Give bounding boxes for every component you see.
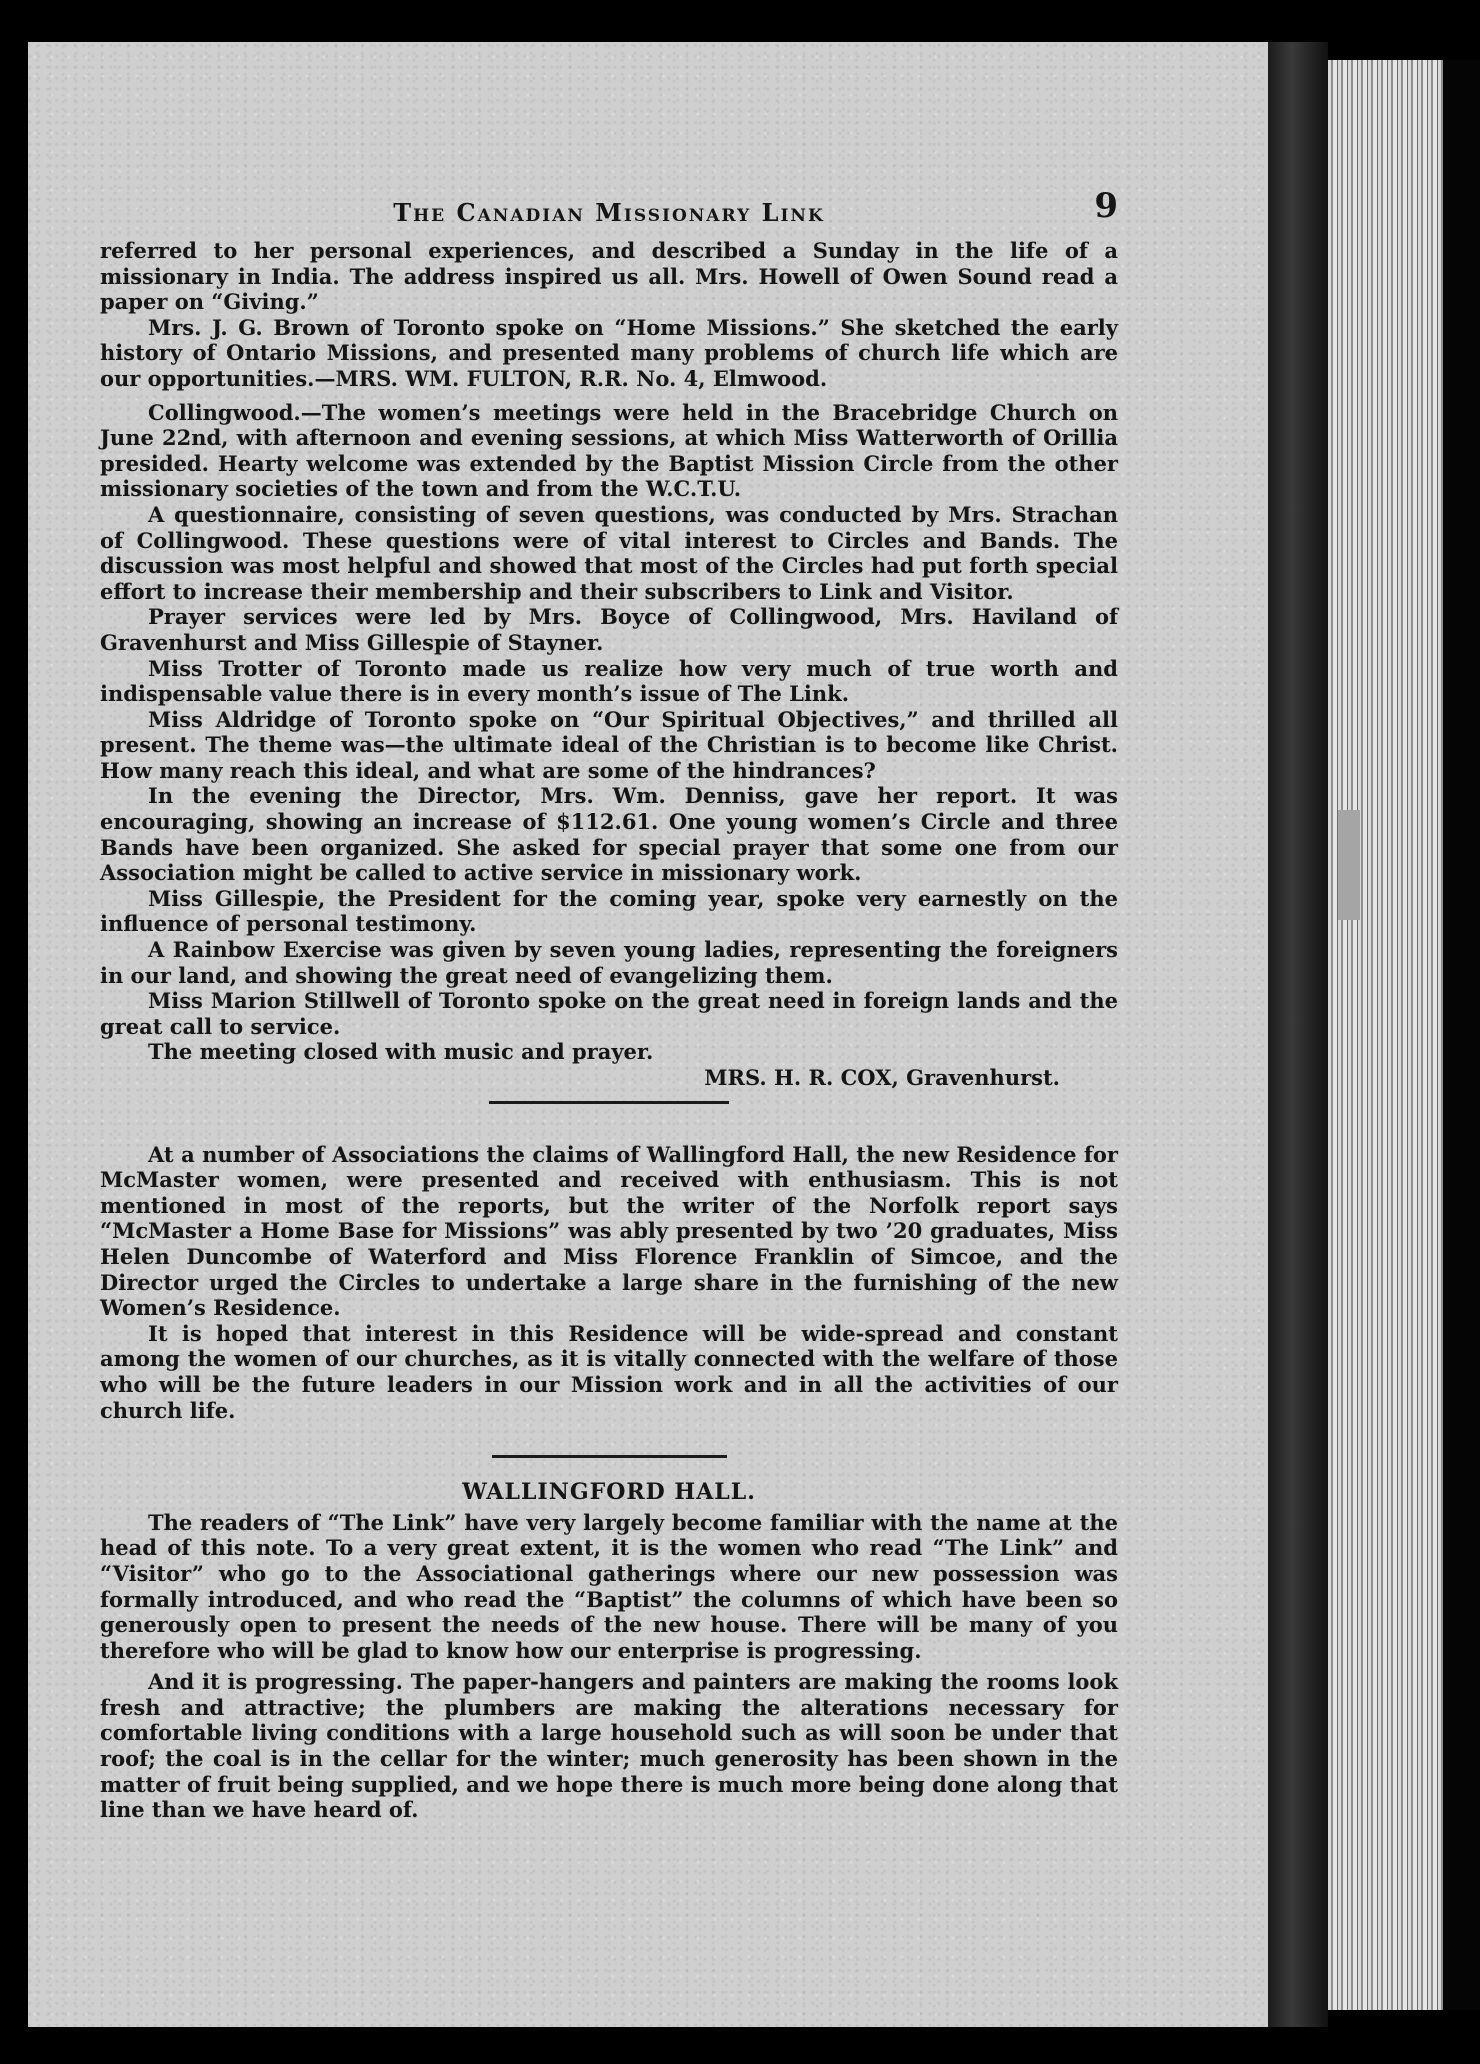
paragraph: referred to her personal experiences, and described a Sunday in the life of a missionary in India. The address inspired us all. Mrs. Howell of Owen Sound read a paper on “Giving.” xyxy=(100,238,1118,315)
running-title: The Canadian Missionary Link xyxy=(393,198,825,227)
section-divider xyxy=(489,1101,729,1104)
paragraph: The readers of “The Link” have very largely become familiar with the name at the head of this note. To a very great extent, it is the women who read “The Link” and “Visitor” who go to the Associational gatherings where our new possession was formally introduced, and who read the “Baptist” the columns of which have been so generously open to present the needs of the new house. There will be many of you therefore who will be glad to know how our enterprise is progressing. xyxy=(100,1509,1118,1663)
run-in-heading: Collingwood. xyxy=(148,399,301,425)
page-edges xyxy=(1328,60,1443,2010)
paragraph: Miss Trotter of Toronto made us realize how very much of true worth and indispensable value there is in every month’s issue of The Link. xyxy=(100,655,1118,707)
paragraph: Miss Marion Stillwell of Toronto spoke on the great need in foreign lands and the great call to service. xyxy=(100,988,1118,1039)
paragraph: The meeting closed with music and prayer. xyxy=(148,1039,654,1065)
paragraph: It is hoped that interest in this Residence will be wide-spread and constant among the women of our churches, as it is vitally connected with the welfare of those who will be the future leaders in our Mission work and in all the activities of our church life. xyxy=(100,1320,1118,1423)
paragraph: Prayer services were led by Mrs. Boyce of Collingwood, Mrs. Haviland of Gravenhurst and Miss Gillespie of Stayner. xyxy=(100,604,1118,655)
background-edge xyxy=(1443,60,1480,2010)
paragraph: Mrs. J. G. Brown of Toronto spoke on “Home Missions.” She sketched the early history of Ontario Missions, and presented many problems of church life which are our opportunities.—MRS. WM. FULTON, R.R. No. 4, Elmwood. xyxy=(100,314,1118,391)
paragraph: Miss Aldridge of Toronto spoke on “Our Spiritual Objectives,” and thrilled all present. The theme was—the ultimate ideal of the Christian is to become like Christ. How many reach this ideal, and what are some of the hindrances? xyxy=(100,706,1118,783)
page-content xyxy=(100,186,1118,1823)
article-body xyxy=(100,238,1118,1823)
book-spine xyxy=(1268,42,1328,2027)
paragraph: At a number of Associations the claims of Wallingford Hall, the new Residence for McMaster women, were presented and received with enthusiasm. This is not mentioned in most of the reports, but the writer of the Norfolk report says “McMaster a Home Base for Missions” was ably presented by two ’20 graduates, Miss Helen Duncombe of Waterford and Miss Florence Franklin of Simcoe, and the Director urged the Circles to undertake a large share in the furnishing of the new Women’s Residence. xyxy=(100,1141,1118,1321)
paragraph: A questionnaire, consisting of seven questions, was conducted by Mrs. Strachan of Collingwood. These questions were of vital interest to Circles and Bands. The discussion was most helpful and showed that most of the Circles had put forth special effort to increase their membership and their subscribers to Link and Visitor. xyxy=(100,501,1118,604)
paragraph: Miss Gillespie, the President for the coming year, spoke very earnestly on the influence of personal testimony. xyxy=(100,885,1118,937)
page-tab-marker xyxy=(1338,810,1360,920)
running-head xyxy=(100,186,1118,230)
paragraph xyxy=(100,400,1118,502)
paragraph: A Rainbow Exercise was given by seven young ladies, representing the foreigners in our land, and showing the great need of evangelizing them. xyxy=(100,937,1118,988)
page-number: 9 xyxy=(1094,186,1118,226)
signature: MRS. H. R. COX, Gravenhurst. xyxy=(704,1065,1060,1090)
section-divider xyxy=(492,1455,727,1458)
paragraph: In the evening the Director, Mrs. Wm. Denniss, gave her report. It was encouraging, showing an increase of $112.61. One young women’s Circle and three Bands have been organized. She asked for special prayer that some one from our Association might be called to active service in missionary work. xyxy=(100,783,1118,886)
paragraph-text: —The women’s meetings were held in the Bracebridge Church on June 22nd, with afternoon and evening sessions, at which Miss Watterworth of Orillia presided. Hearty welcome was extended by the Baptist Mission Circle from the other missionary societies of the town and from the W.C.T.U. xyxy=(100,399,1118,502)
section-heading: WALLINGFORD HALL. xyxy=(462,1479,756,1506)
paragraph: And it is progressing. The paper-hangers and painters are making the rooms look fresh and attractive; the plumbers are making the alterations necessary for comfortable living conditions with a large household such as will soon be under that roof; the coal is in the cellar for the winter; much generosity has been shown in the matter of fruit being supplied, and we hope there is much more being done along that line than we have heard of. xyxy=(100,1669,1118,1823)
